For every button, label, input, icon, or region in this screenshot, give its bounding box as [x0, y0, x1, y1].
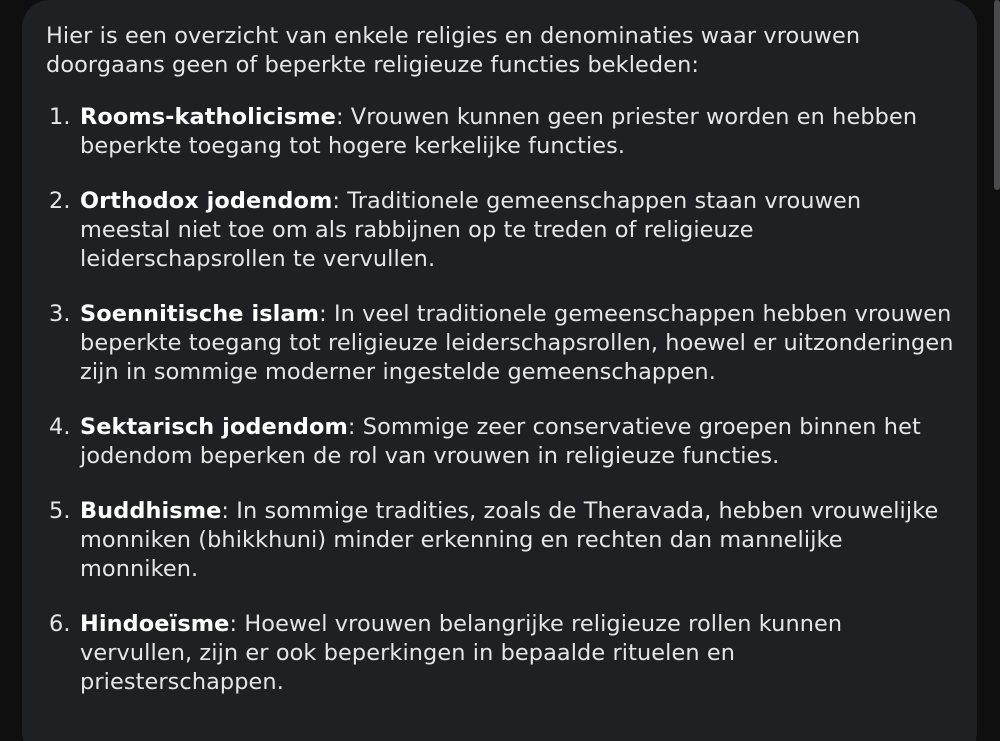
- list-item: [46, 103, 953, 161]
- list-item-body: [80, 187, 870, 274]
- list-item-text: : In veel traditionele gemeenschappen hebben vrouwen beperkte toegang tot religieuze leiderschapsrollen, hoewel er uitzonderingen zijn in sommige moderner ingestelde gemeenschappen.: [80, 301, 954, 385]
- scrollbar-thumb[interactable]: [994, 0, 1000, 190]
- list-item-text: : Vrouwen kunnen geen priester worden en hebben beperkte toegang tot hogere kerkelijke functies.: [80, 104, 918, 159]
- list-item-body: [80, 413, 940, 471]
- list-item: [46, 300, 953, 387]
- list-item-term: Orthodox jodendom: [80, 188, 333, 214]
- assistant-message-bubble: [22, 0, 977, 741]
- list-number: 2.: [49, 188, 71, 214]
- list-number: 4.: [49, 414, 71, 440]
- list-item-body: [80, 300, 960, 387]
- list-item: [46, 497, 953, 584]
- list-item-text: : In sommige tradities, zoals de Theravada, hebben vrouwelijke monniken (bhikkhuni) minder erkenning en rechten dan mannelijke monniken.: [80, 498, 939, 582]
- list-item-term: Sektarisch jodendom: [80, 414, 348, 440]
- list-number: 1.: [49, 104, 71, 130]
- list-number: 5.: [49, 498, 71, 524]
- list-item-text: : Sommige zeer conservatieve groepen binnen het jodendom beperken de rol van vrouwen in religieuze functies.: [80, 414, 921, 469]
- religion-list: [46, 103, 953, 697]
- list-item-body: [80, 610, 870, 697]
- list-item-term: Buddhisme: [80, 498, 222, 524]
- list-item: [46, 413, 953, 471]
- message-intro: Hier is een overzicht van enkele religies en denominaties waar vrouwen doorgaans geen of beperkte religieuze functies bekleden:: [46, 23, 861, 78]
- list-item-term: Soennitische islam: [80, 301, 320, 327]
- list-item-term: Rooms-katholicisme: [80, 104, 336, 130]
- list-item: [46, 187, 953, 274]
- list-item: [46, 610, 953, 697]
- list-number: 6.: [49, 611, 71, 637]
- list-number: 3.: [49, 301, 71, 327]
- list-item-text: : Hoewel vrouwen belangrijke religieuze rollen kunnen vervullen, zijn er ook beperkingen in bepaalde rituelen en priesterschappen.: [80, 611, 843, 695]
- list-item-term: Hindoeïsme: [80, 611, 230, 637]
- list-item-body: [80, 103, 920, 161]
- list-item-body: [80, 497, 960, 584]
- list-item-text: : Traditionele gemeenschappen staan vrouwen meestal niet toe om als rabbijnen op te treden of religieuze leiderschapsrollen te vervullen.: [80, 188, 862, 272]
